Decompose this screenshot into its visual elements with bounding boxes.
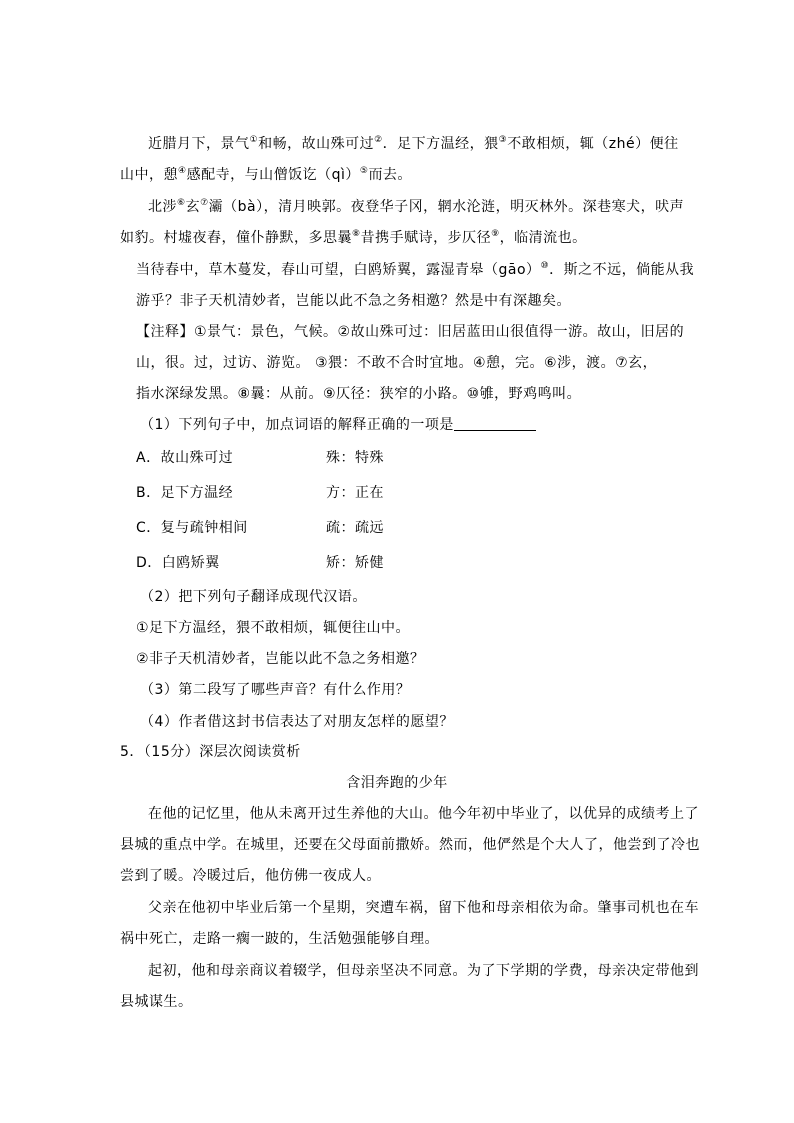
article-line: 县城的重点中学。在城里，还要在父母面前撒娇。然而，他俨然是个大人了，他尝到了冷也 xyxy=(120,837,700,853)
footnote-marker: ⑤ xyxy=(359,166,369,176)
option-a-right: 殊：特殊 xyxy=(326,450,384,466)
passage-line: 北涉⑥玄⑦灞（bà），清月映郭。夜登华子冈，辋水沦涟，明灭林外。深巷寒犬，吠声 xyxy=(148,198,685,215)
option-d-right: 矫：矫健 xyxy=(326,555,384,571)
notes-line: 【注释】①景气：景色，气候。②故山殊可过：旧居蓝田山很值得一游。故山，旧居的 xyxy=(136,324,685,340)
passage-line: 山中，憩④感配寺，与山僧饭讫（qì）⑤而去。 xyxy=(120,166,412,183)
article-line: 祸中死亡，走路一瘸一跛的，生活勉强能够自理。 xyxy=(120,931,439,947)
footnote-marker: ⑩ xyxy=(540,261,550,271)
answer-blank[interactable] xyxy=(454,416,536,431)
passage-line: 当待春中，草木蔓发，春山可望，白鸥矫翼，露湿青皋（gāo）⑩．斯之不远，倘能从我 xyxy=(136,261,695,278)
footnote-marker: ⑨ xyxy=(491,229,500,239)
option-b-right: 方：正在 xyxy=(326,485,384,501)
question-2-stem: （2）把下列句子翻译成现代汉语。 xyxy=(140,589,367,605)
footnote-marker: ⑦ xyxy=(200,198,209,208)
section-5-heading: 5．（15分）深层次阅读赏析 xyxy=(120,744,301,760)
footnote-marker: ① xyxy=(249,135,259,145)
article-line: 在他的记忆里，他从未离开过生养他的大山。他今年初中毕业了，以优异的成绩考上了 xyxy=(148,806,699,822)
option-b-left: B．足下方温经 xyxy=(136,485,234,501)
question-1-stem: （1）下列句子中，加点词语的解释正确的一项是 xyxy=(140,415,536,435)
passage-line: 近腊月下，景气①和畅，故山殊可过②．足下方温经，猥③不敢相烦，辄（zhé）便往 xyxy=(148,135,679,152)
article-line: 尝到了暖。冷暖过后，他仿佛一夜成人。 xyxy=(120,868,381,884)
question-3: （3）第二段写了哪些声音？有什么作用？ xyxy=(140,682,411,698)
passage-line: 如豹。村墟夜舂，僮仆静默，多思曩⑧昔携手赋诗，步仄径⑨，临清流也。 xyxy=(120,229,587,246)
option-d-left: D．白鸥矫翼 xyxy=(136,555,220,571)
option-c-left: C．复与疏钟相间 xyxy=(136,520,248,536)
footnote-marker: ⑥ xyxy=(177,198,186,208)
footnote-marker: ③ xyxy=(498,135,508,145)
article-line: 县城谋生。 xyxy=(120,994,193,1010)
option-a-left: A．故山殊可过 xyxy=(136,450,234,466)
footnote-marker: ④ xyxy=(178,166,187,176)
question-4: （4）作者借这封书信表达了对朋友怎样的愿望？ xyxy=(140,714,454,730)
article-title: 含泪奔跑的少年 xyxy=(346,775,448,791)
article-line: 起初，他和母亲商议着辍学，但母亲坚决不同意。为了下学期的学费，母亲决定带他到 xyxy=(148,963,699,979)
question-2-sentence-2: ②非子天机清妙者，岂能以此不急之务相邀？ xyxy=(136,651,425,667)
notes-line: 指水深绿发黑。⑧曩：从前。⑨仄径：狭窄的小路。⑩雊，野鸡鸣叫。 xyxy=(136,386,582,402)
option-c-right: 疏：疏远 xyxy=(326,520,384,536)
passage-line: 游乎？非子天机清妙者，岂能以此不急之务相邀？然是中有深趣矣。 xyxy=(136,293,571,309)
article-line: 父亲在他初中毕业后第一个星期，突遭车祸，留下他和母亲相依为命。肇事司机也在车 xyxy=(148,900,699,916)
footnote-marker: ② xyxy=(374,135,383,145)
footnote-marker: ⑧ xyxy=(352,229,361,239)
notes-line: 山，很。过，过访、游览。 ③猥：不敢不合时宜地。④憩，完。⑥涉，渡。⑦玄， xyxy=(136,355,658,371)
question-2-sentence-1: ①足下方温经，猥不敢相烦，辄便往山中。 xyxy=(136,620,411,636)
